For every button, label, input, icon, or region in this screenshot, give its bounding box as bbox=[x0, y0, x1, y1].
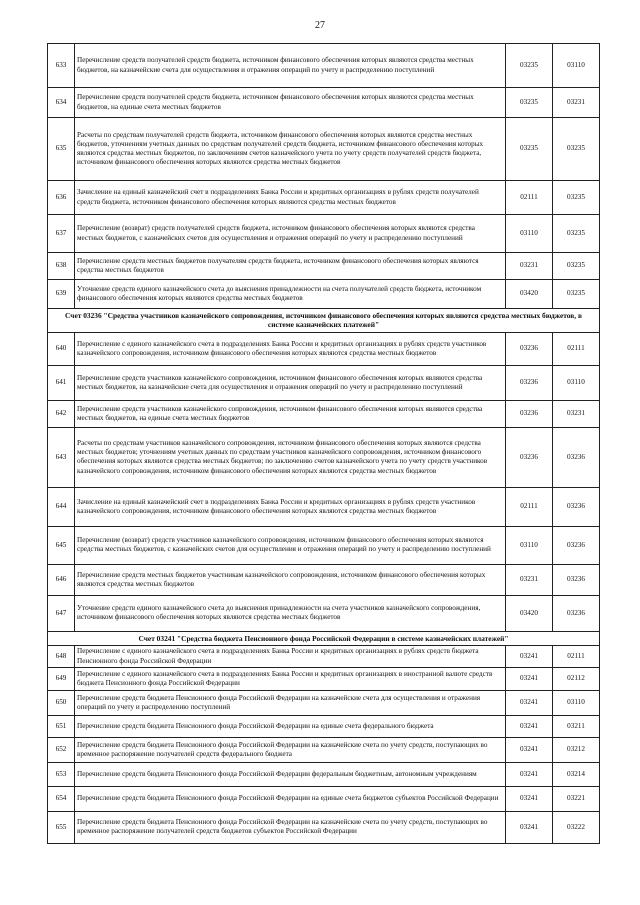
debit-account-code: 03110 bbox=[506, 526, 553, 564]
row-number: 653 bbox=[48, 762, 75, 786]
row-number: 642 bbox=[48, 400, 75, 427]
row-description: Перечисление средств получателей средств бюджета, источником финансового обеспечения которых являются средства местных бюджетов, на казначейские счета для осуществления и отражения операций по учету и распределению поступлений bbox=[75, 44, 506, 88]
credit-account-code: 03235 bbox=[553, 215, 600, 253]
row-number: 650 bbox=[48, 690, 75, 715]
table-row bbox=[48, 526, 600, 564]
debit-account-code: 03241 bbox=[506, 762, 553, 786]
row-description: Перечисление средств бюджета Пенсионного фонда Российской Федерации на единые счета федерального бюджета bbox=[75, 715, 506, 737]
table-row bbox=[48, 646, 600, 667]
credit-account-code: 03236 bbox=[553, 526, 600, 564]
row-number: 654 bbox=[48, 786, 75, 811]
row-description: Перечисление с единого казначейского счета в подразделениях Банка России и кредитных организациях в иностранной валюте средств бюджета Пенсионного фонда Российской Федерации bbox=[75, 667, 506, 690]
credit-account-code: 02111 bbox=[553, 646, 600, 667]
table-row bbox=[48, 400, 600, 427]
credit-account-code: 03236 bbox=[553, 487, 600, 526]
debit-account-code: 03231 bbox=[506, 564, 553, 595]
row-description: Зачисление на единый казначейский счет в подразделениях Банка России и кредитных организациях в рублях средств участников казначейского сопровождения, источником финансового обеспечения которых являются средства местных бюджетов bbox=[75, 487, 506, 526]
row-number: 655 bbox=[48, 811, 75, 843]
row-description: Перечисление (возврат) средств получателей средств бюджета, источником финансового обеспечения которых являются средства местных бюджетов, с казначейских счетов для осуществления и отражения операций по учету и распределению поступлений bbox=[75, 215, 506, 253]
debit-account-code: 03235 bbox=[506, 88, 553, 118]
row-description: Перечисление средств местных бюджетов участникам казначейского сопровождения, источником финансового обеспечения которых являются средства местных бюджетов bbox=[75, 564, 506, 595]
row-number: 633 bbox=[48, 44, 75, 88]
table-row bbox=[48, 365, 600, 400]
row-description: Перечисление средств бюджета Пенсионного фонда Российской Федерации на казначейские счета для осуществления и отражения операций по учету и распределению поступлений bbox=[75, 690, 506, 715]
table-row bbox=[48, 181, 600, 215]
credit-account-code: 03231 bbox=[553, 400, 600, 427]
table-group-03241 bbox=[48, 646, 600, 843]
row-number: 634 bbox=[48, 88, 75, 118]
credit-account-code: 03235 bbox=[553, 253, 600, 280]
table-row bbox=[48, 88, 600, 118]
debit-account-code: 03241 bbox=[506, 737, 553, 762]
row-number: 651 bbox=[48, 715, 75, 737]
row-description: Перечисление (возврат) средств участников казначейского сопровождения, источником финансового обеспечения которых являются средства местных бюджетов, с казначейских счетов для осуществления и отражения операций по учету и распределению поступлений bbox=[75, 526, 506, 564]
section-header-03236-group bbox=[48, 309, 600, 333]
credit-account-code: 03110 bbox=[553, 690, 600, 715]
row-number: 649 bbox=[48, 667, 75, 690]
section-title-03236: Счет 03236 "Средства участников казначейского сопровождения, источником финансового обеспечения которых являются средства местных бюджетов, в системе казначейских платежей" bbox=[48, 309, 600, 333]
credit-account-code: 03212 bbox=[553, 737, 600, 762]
debit-account-code: 03241 bbox=[506, 646, 553, 667]
debit-account-code: 03241 bbox=[506, 811, 553, 843]
table-row bbox=[48, 487, 600, 526]
credit-account-code: 02111 bbox=[553, 332, 600, 365]
credit-account-code: 03235 bbox=[553, 118, 600, 181]
debit-account-code: 03236 bbox=[506, 427, 553, 487]
credit-account-code: 03236 bbox=[553, 564, 600, 595]
debit-account-code: 03231 bbox=[506, 253, 553, 280]
credit-account-code: 03214 bbox=[553, 762, 600, 786]
credit-account-code: 03110 bbox=[553, 44, 600, 88]
debit-account-code: 03420 bbox=[506, 595, 553, 631]
row-description: Уточнение средств единого казначейского счета до выяснения принадлежности на счета участников казначейского сопровождения, источником финансового обеспечения которых являются средства местных бюджетов bbox=[75, 595, 506, 631]
credit-account-code: 03110 bbox=[553, 365, 600, 400]
debit-account-code: 03235 bbox=[506, 44, 553, 88]
page-number: 27 bbox=[315, 20, 325, 31]
debit-account-code: 03241 bbox=[506, 786, 553, 811]
debit-account-code: 03241 bbox=[506, 715, 553, 737]
credit-account-code: 03236 bbox=[553, 427, 600, 487]
table-row bbox=[48, 280, 600, 309]
table-row bbox=[48, 762, 600, 786]
debit-account-code: 02111 bbox=[506, 181, 553, 215]
row-number: 636 bbox=[48, 181, 75, 215]
row-description: Перечисление средств участников казначейского сопровождения, источником финансового обеспечения которых являются средства местных бюджетов, на единые счета местных бюджетов bbox=[75, 400, 506, 427]
section-header-03241-group bbox=[48, 631, 600, 645]
credit-account-code: 03235 bbox=[553, 181, 600, 215]
credit-account-code: 03222 bbox=[553, 811, 600, 843]
row-description: Перечисление средств бюджета Пенсионного фонда Российской Федерации на казначейские счета по учету средств, поступающих во временное распоряжение получателей средств бюджетов субъектов Российской Федерации bbox=[75, 811, 506, 843]
credit-account-code: 03235 bbox=[553, 280, 600, 309]
table-group-03235 bbox=[48, 44, 600, 309]
table-row bbox=[48, 215, 600, 253]
row-number: 637 bbox=[48, 215, 75, 253]
section-header-03236 bbox=[48, 309, 600, 333]
row-description: Перечисление средств местных бюджетов получателям средств бюджета, источником финансового обеспечения которых являются средства местных бюджетов bbox=[75, 253, 506, 280]
table-row bbox=[48, 564, 600, 595]
row-number: 648 bbox=[48, 646, 75, 667]
row-number: 639 bbox=[48, 280, 75, 309]
section-title-03241: Счет 03241 "Средства бюджета Пенсионного фонда Российской Федерации в системе казначейских платежей" bbox=[48, 631, 600, 645]
credit-account-code: 02112 bbox=[553, 667, 600, 690]
table-row bbox=[48, 595, 600, 631]
row-description: Уточнение средств единого казначейского счета до выяснения принадлежности на счета получателей средств бюджета, источником финансового обеспечения которых являются средства местных бюджетов bbox=[75, 280, 506, 309]
debit-account-code: 02111 bbox=[506, 487, 553, 526]
row-number: 652 bbox=[48, 737, 75, 762]
row-number: 643 bbox=[48, 427, 75, 487]
row-description: Расчеты по средствам получателей средств бюджета, источником финансового обеспечения которых являются средства местных бюджетов, уточнениям учетных данных по средствам получателей средств бюджета, источником финансового обеспечения которых являются средства местных бюджетов, по заключениям счетов казначейского учета по учету средств получателей средств бюджета, источником финансового обеспечения которых являются средства местных бюджетов bbox=[75, 118, 506, 181]
debit-account-code: 03241 bbox=[506, 690, 553, 715]
row-description: Зачисление на единый казначейский счет в подразделениях Банка России и кредитных организациях в рублях средств получателей средств бюджета, источником финансового обеспечения которых являются средства местных бюджетов bbox=[75, 181, 506, 215]
credit-account-code: 03211 bbox=[553, 715, 600, 737]
row-description: Перечисление средств бюджета Пенсионного фонда Российской Федерации на единые счета бюджетов субъектов Российской Федерации bbox=[75, 786, 506, 811]
table-row bbox=[48, 690, 600, 715]
debit-account-code: 03236 bbox=[506, 332, 553, 365]
debit-account-code: 03241 bbox=[506, 667, 553, 690]
table-row bbox=[48, 786, 600, 811]
row-description: Перечисление средств бюджета Пенсионного фонда Российской Федерации на казначейские счета по учету средств, поступающих во временное распоряжение получателей средств федерального бюджета bbox=[75, 737, 506, 762]
debit-account-code: 03236 bbox=[506, 400, 553, 427]
row-number: 645 bbox=[48, 526, 75, 564]
table-row bbox=[48, 118, 600, 181]
row-description: Перечисление средств получателей средств бюджета, источником финансового обеспечения которых являются средства местных бюджетов, на единые счета местных бюджетов bbox=[75, 88, 506, 118]
debit-account-code: 03236 bbox=[506, 365, 553, 400]
row-number: 647 bbox=[48, 595, 75, 631]
credit-account-code: 03221 bbox=[553, 786, 600, 811]
section-header-03241 bbox=[48, 631, 600, 645]
row-description: Перечисление средств бюджета Пенсионного фонда Российской Федерации федеральным бюджетным, автономным учреждениям bbox=[75, 762, 506, 786]
table-row bbox=[48, 332, 600, 365]
table-row bbox=[48, 44, 600, 88]
credit-account-code: 03236 bbox=[553, 595, 600, 631]
row-description: Перечисление с единого казначейского счета в подразделениях Банка России и кредитных организациях в рублях средств участников казначейского сопровождения, источником финансового обеспечения которых являются средства местных бюджетов bbox=[75, 332, 506, 365]
row-description: Перечисление средств участников казначейского сопровождения, источником финансового обеспечения которых являются средства местных бюджетов, на казначейские счета для осуществления и отражения операций по учету и распределению поступлений bbox=[75, 365, 506, 400]
table-row bbox=[48, 667, 600, 690]
table-group-03236 bbox=[48, 332, 600, 631]
table-row bbox=[48, 737, 600, 762]
table-row bbox=[48, 811, 600, 843]
debit-account-code: 03420 bbox=[506, 280, 553, 309]
row-description: Расчеты по средствам участников казначейского сопровождения, источником финансового обеспечения которых являются средства местных бюджетов; уточнениям учетных данных по средствам участников казначейского сопровождения, источником финансового обеспечения которых являются средства местных бюджетов; по заключению счетов казначейского учета по учету средств участников казначейского сопровождения, источником финансового обеспечения которых являются средства местных бюджетов bbox=[75, 427, 506, 487]
row-number: 640 bbox=[48, 332, 75, 365]
debit-account-code: 03235 bbox=[506, 118, 553, 181]
credit-account-code: 03231 bbox=[553, 88, 600, 118]
row-number: 644 bbox=[48, 487, 75, 526]
row-number: 638 bbox=[48, 253, 75, 280]
row-number: 641 bbox=[48, 365, 75, 400]
table-row bbox=[48, 427, 600, 487]
row-number: 646 bbox=[48, 564, 75, 595]
debit-account-code: 03110 bbox=[506, 215, 553, 253]
accounts-table bbox=[47, 43, 600, 844]
row-description: Перечисление с единого казначейского счета в подразделениях Банка России и кредитных организациях в рублях средств бюджета Пенсионного фонда Российской Федерации bbox=[75, 646, 506, 667]
table-row bbox=[48, 253, 600, 280]
table-row bbox=[48, 715, 600, 737]
row-number: 635 bbox=[48, 118, 75, 181]
